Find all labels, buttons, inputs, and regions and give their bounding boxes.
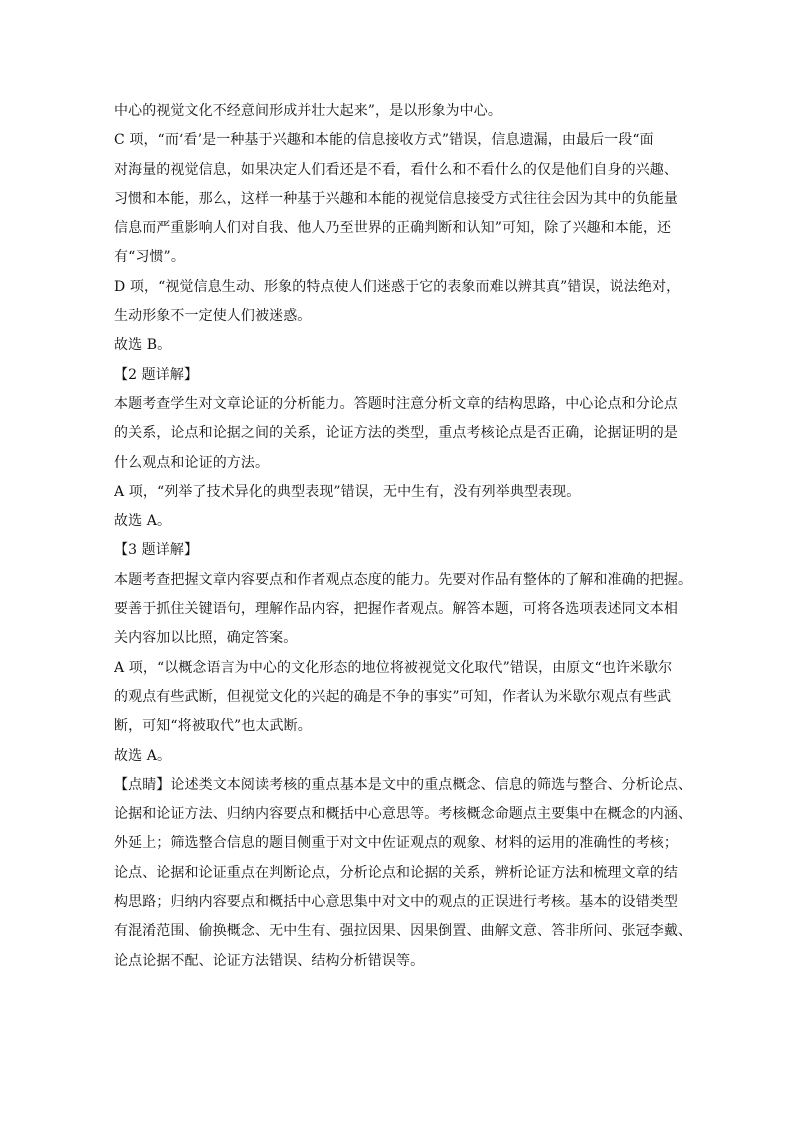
text-line: 信息而严重影响人们对自我、他人乃至世界的正确判断和认知”可知，除了兴趣和本能，还 bbox=[114, 220, 672, 237]
text-line: 的关系，论点和论据之间的关系，论证方法的类型，重点考核论点是否正确，论据证明的是 bbox=[114, 425, 678, 442]
text-line: 的观点有些武断，但视觉文化的兴起的确是不争的事实”可知，作者认为米歇尔观点有些武 bbox=[114, 688, 672, 705]
text-line: 论据和论证方法、归纳内容要点和概括中心意思等。考核概念命题点主要集中在概念的内涵、 bbox=[114, 806, 693, 823]
text-line: 什么观点和论证的方法。 bbox=[114, 454, 270, 471]
text-line: D 项，“视觉信息生动、形象的特点使人们迷惑于它的表象而难以辨其真”错误，说法绝对， bbox=[114, 278, 681, 295]
text-line: 本题考查学生对文章论证的分析能力。答题时注意分析文章的结构思路，中心论点和分论点 bbox=[114, 395, 678, 412]
text-line: 生动形象不一定使人们被迷惑。 bbox=[114, 308, 312, 325]
answer-choice-line: 故选 A。 bbox=[114, 513, 172, 530]
text-line: 论点论据不配、论证方法错误、结构分析错误等。 bbox=[114, 952, 425, 969]
text-line: 有“习惯”。 bbox=[114, 249, 185, 266]
text-line: C 项，“而‘看’是一种基于兴趣和本能的信息接收方式”错误，信息遗漏，由最后一段“面 bbox=[114, 132, 654, 149]
section-heading-q2: 【2 题详解】 bbox=[114, 366, 199, 383]
text-line: 习惯和本能，那么，这样一种基于兴趣和本能的视觉信息接受方式往往会因为其中的负能量 bbox=[114, 190, 678, 207]
text-line: 中心的视觉文化不经意间形成并壮大起来”，是以形象为中心。 bbox=[114, 103, 502, 119]
answer-choice-line: 故选 A。 bbox=[114, 747, 172, 764]
section-heading-q3: 【3 题详解】 bbox=[114, 542, 199, 559]
key-points-line: 【点睛】论述类文本阅读考核的重点基本是文中的重点概念、信息的筛选与整合、分析论点、 bbox=[114, 776, 693, 793]
text-line: 有混淆范围、偷换概念、无中生有、强拉因果、因果倒置、曲解文意、答非所问、张冠李戴、 bbox=[114, 923, 693, 940]
text-line: A 项，“列举了技术异化的典型表现”错误，无中生有，没有列举典型表现。 bbox=[114, 483, 581, 500]
text-line: 外延上；筛选整合信息的题目侧重于对文中佐证观点的观象、材料的运用的准确性的考核； bbox=[114, 835, 678, 852]
text-line: 构思路；归纳内容要点和概括中心意思集中对文中的观点的正误进行考核。基本的设错类型 bbox=[114, 894, 678, 911]
text-line: 要善于抓住关键语句，理解作品内容，把握作者观点。解答本题，可将各选项表述同文本相 bbox=[114, 601, 678, 618]
text-line: 对海量的视觉信息，如果决定人们看还是不看，看什么和不看什么的仅是他们自身的兴趣、 bbox=[114, 161, 678, 178]
text-line: 断，可知“将被取代”也太武断。 bbox=[114, 718, 312, 735]
answer-explanation-text bbox=[114, 97, 694, 976]
text-line: A 项，“以概念语言为中心的文化形态的地位将被视觉文化取代”错误，由原文“也许米歇尔 bbox=[114, 659, 673, 676]
text-line: 关内容加以比照，确定答案。 bbox=[114, 630, 298, 647]
answer-choice-line: 故选 B。 bbox=[114, 337, 172, 354]
text-line: 本题考查把握文章内容要点和作者观点态度的能力。先要对作品有整体的了解和准确的把握。 bbox=[114, 571, 693, 588]
text-line: 论点、论据和论证重点在判断论点，分析论点和论据的关系，辨析论证方法和梳理文章的结 bbox=[114, 864, 678, 881]
